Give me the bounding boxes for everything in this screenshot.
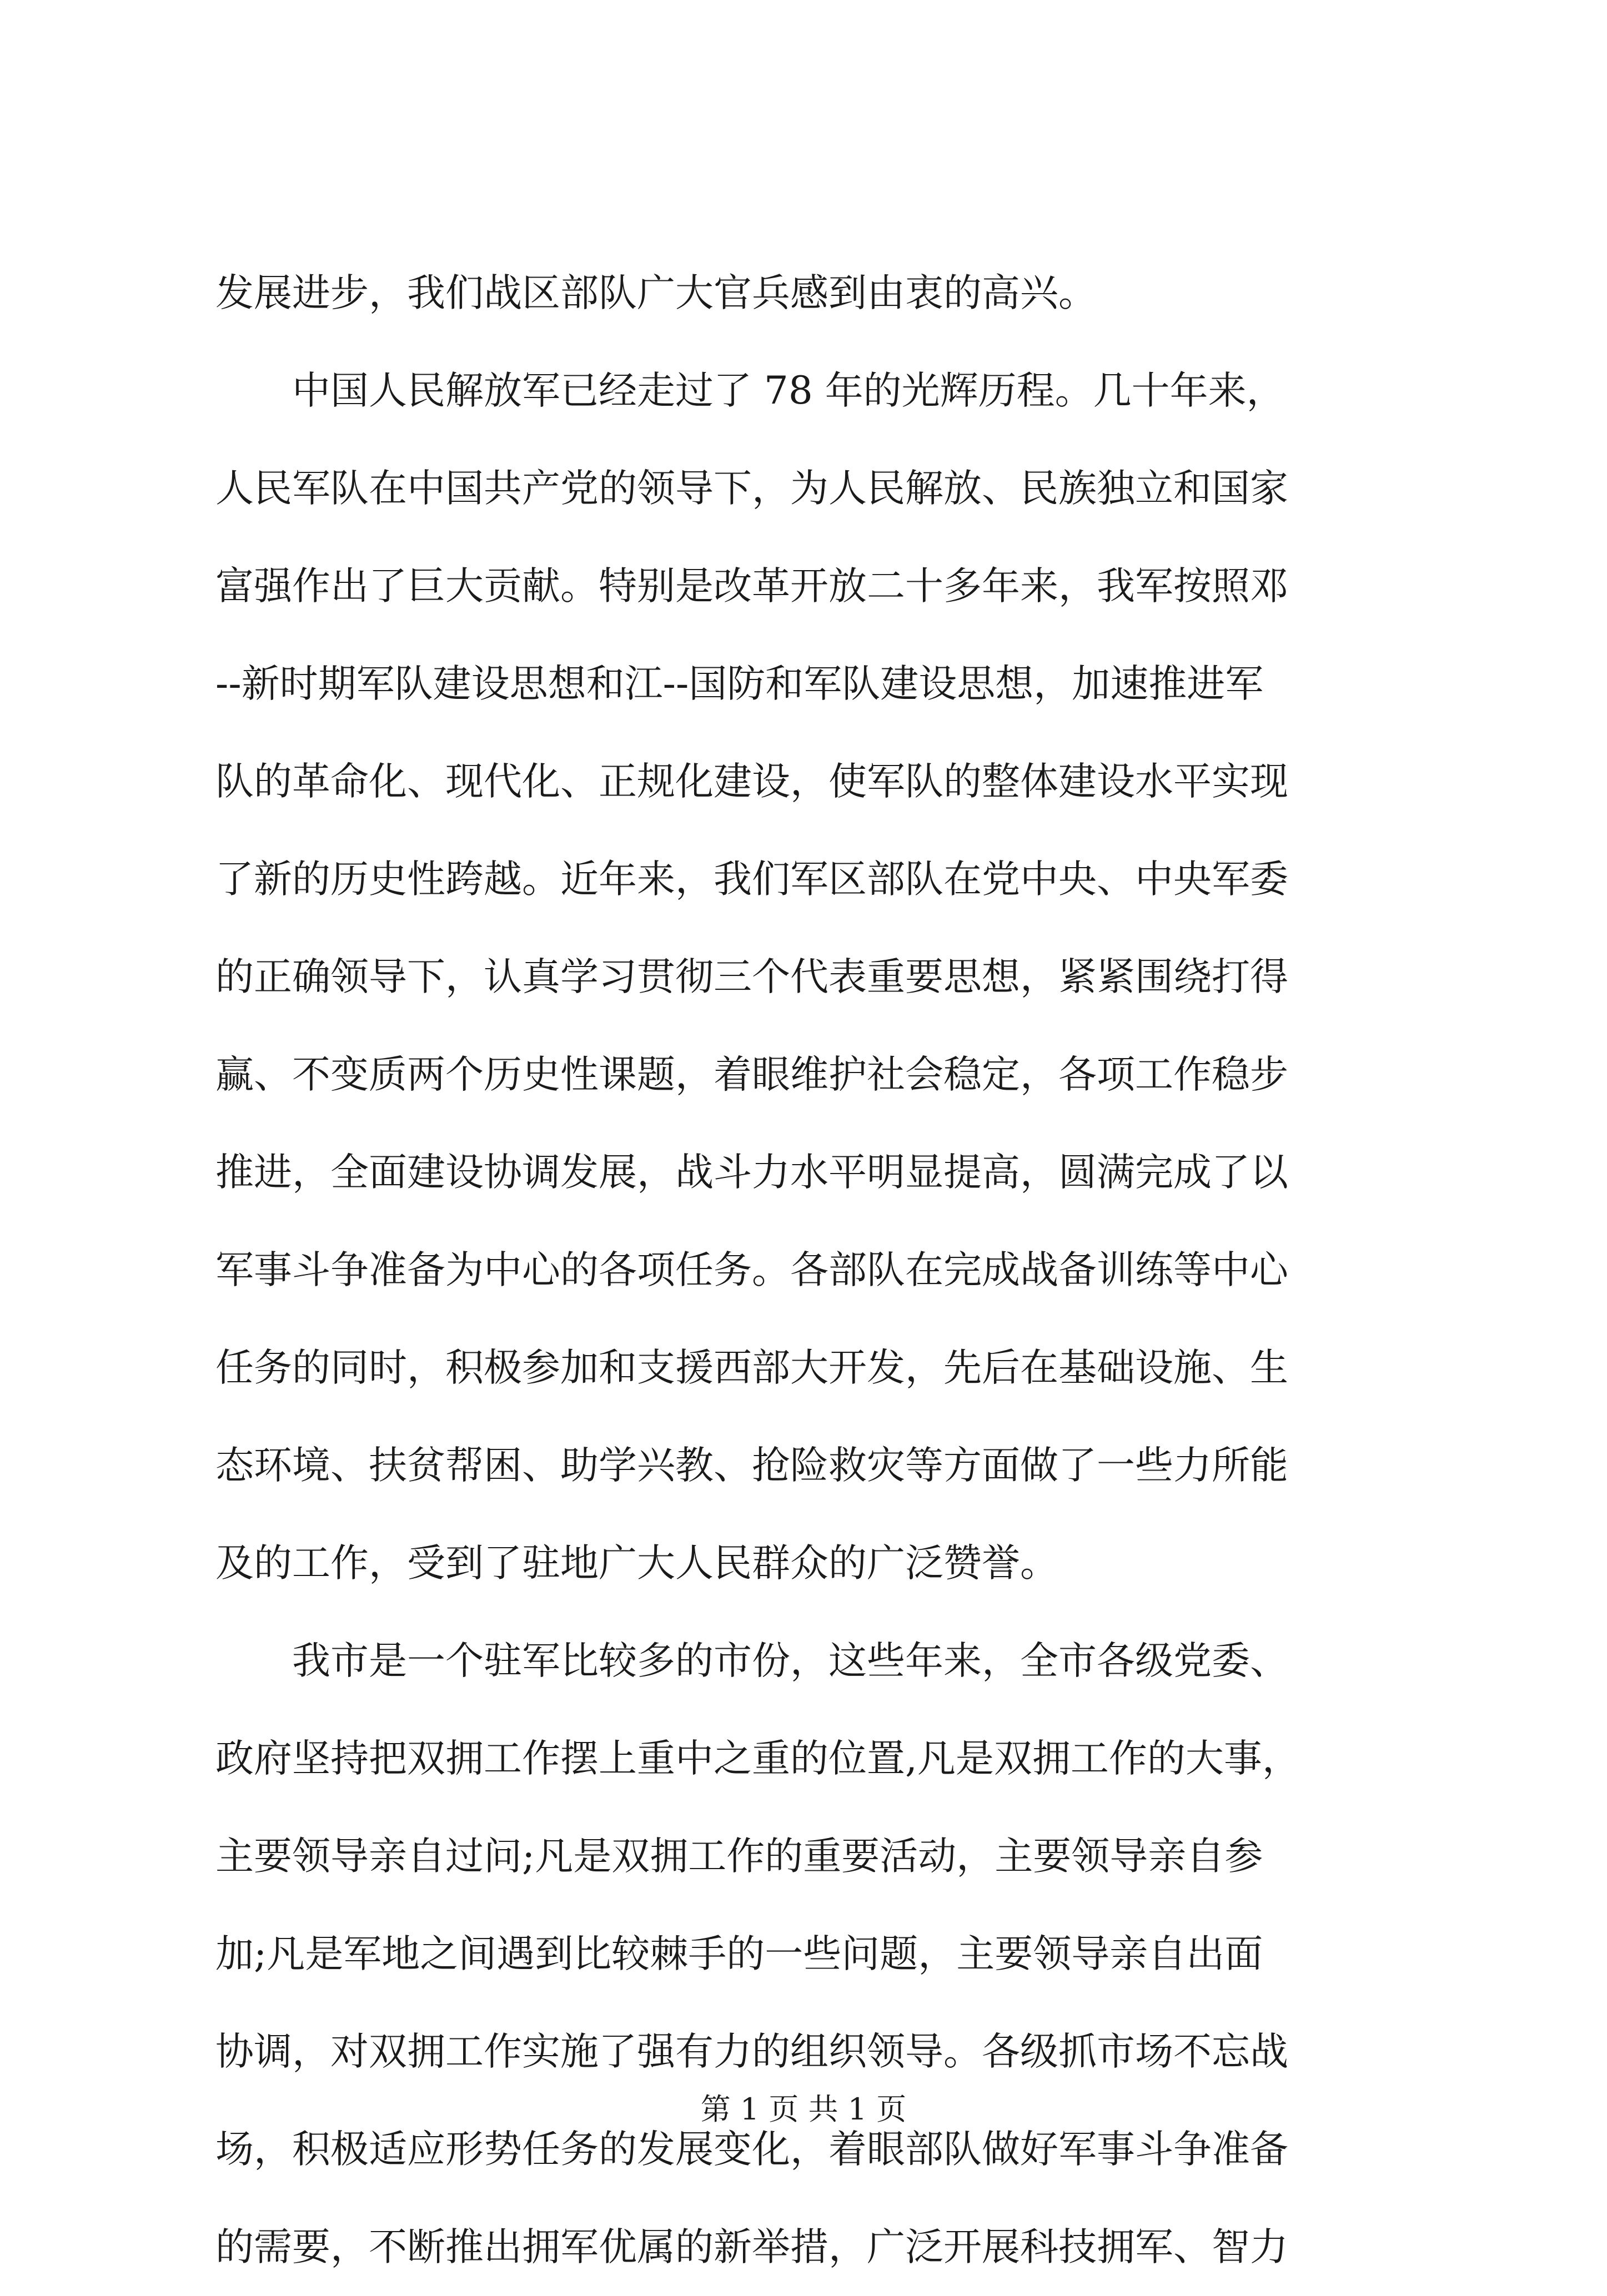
text-line: 主要领导亲自过问;凡是双拥工作的重要活动，主要领导亲自参	[215, 1834, 1263, 1879]
text-line: 协调，对双拥工作实施了强有力的组织领导。各级抓市场不忘战	[215, 2030, 1288, 2074]
text-line: 场，积极适应形势任务的发展变化，着眼部队做好军事斗争准备	[215, 2127, 1288, 2172]
text-line: 发展进步，我们战区部队广大官兵感到由衷的高兴。	[215, 271, 1097, 315]
text-line: --新时期军队建设思想和江--国防和军队建设思想，加速推进军	[215, 662, 1264, 706]
text-line: 的正确领导下，认真学习贯彻三个代表重要思想，紧紧围绕打得	[215, 955, 1288, 999]
document-body	[215, 244, 1398, 2296]
text-line: 加;凡是军地之间遇到比较棘手的一些问题，主要领导亲自出面	[215, 1932, 1263, 1976]
text-line: 富强作出了巨大贡献。特别是改革开放二十多年来，我军按照邓	[215, 564, 1288, 608]
text-line: 我市是一个驻军比较多的市份，这些年来，全市各级党委、	[215, 1639, 1288, 1683]
text-line: 态环境、扶贫帮困、助学兴教、抢险救灾等方面做了一些力所能	[215, 1443, 1288, 1488]
text-line: 的需要，不断推出拥军优属的新举措，广泛开展科技拥军、智力	[215, 2225, 1288, 2269]
text-line: 队的革命化、现代化、正规化建设，使军队的整体建设水平实现	[215, 759, 1288, 804]
text-line: 推进，全面建设协调发展，战斗力水平明显提高，圆满完成了以	[215, 1150, 1288, 1195]
text-line: 军事斗争准备为中心的各项任务。各部队在完成战备训练等中心	[215, 1248, 1288, 1292]
text-line: 了新的历史性跨越。近年来，我们军区部队在党中央、中央军委	[215, 857, 1288, 902]
text-line: 赢、不变质两个历史性课题，着眼维护社会稳定，各项工作稳步	[215, 1053, 1288, 1097]
text-line: 人民军队在中国共产党的领导下，为人民解放、民族独立和国家	[215, 466, 1288, 511]
text-line: 中国人民解放军已经走过了 78 年的光辉历程。几十年来，	[215, 369, 1285, 413]
page-footer: 第 1 页 共 1 页	[700, 2092, 907, 2127]
text-line: 政府坚持把双拥工作摆上重中之重的位置,凡是双拥工作的大事，	[215, 1736, 1300, 1781]
text-line: 任务的同时，积极参加和支援西部大开发，先后在基础设施、生	[215, 1346, 1288, 1390]
text-line: 及的工作，受到了驻地广大人民群众的广泛赞誉。	[215, 1541, 1058, 1585]
